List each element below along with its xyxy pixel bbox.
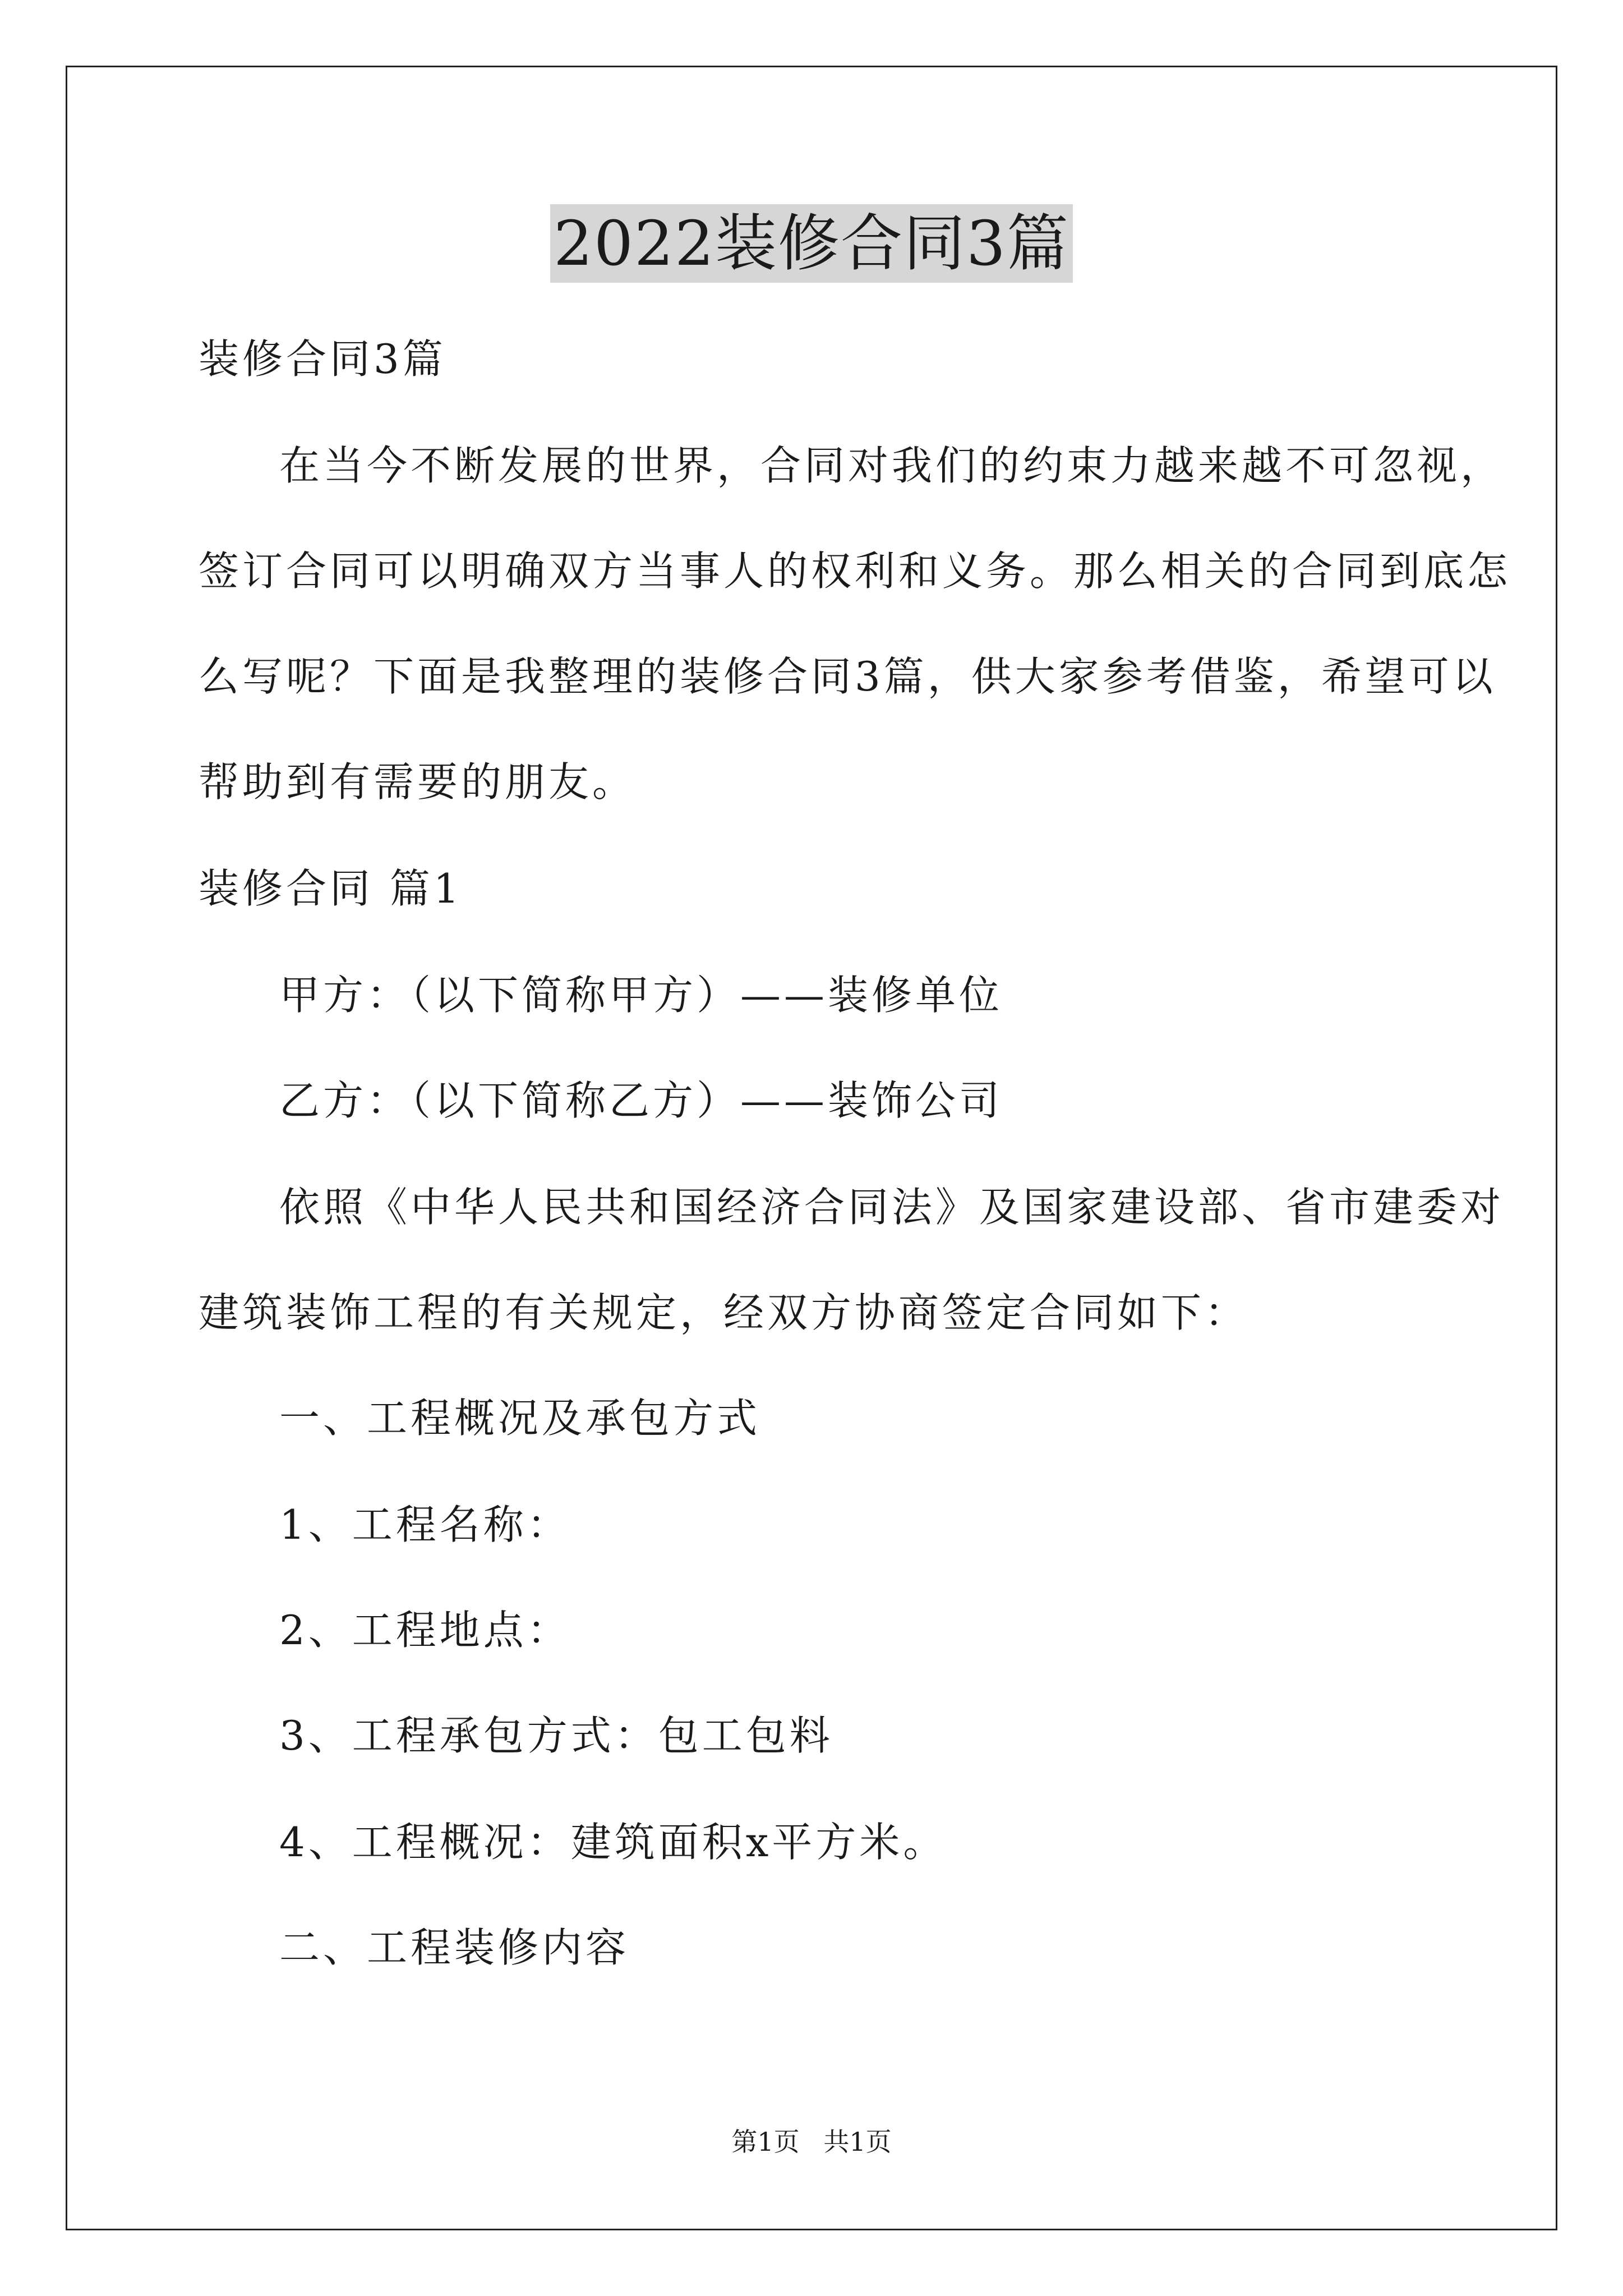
intro-line-2: 签订合同可以明确双方当事人的权利和义务。那么相关的合同到底怎 xyxy=(199,547,1511,595)
page-total: 共1页 xyxy=(823,2127,892,2157)
clause-2-title: 二、工程装修内容 xyxy=(279,1924,630,1971)
clause-item-3: 3、工程承包方式：包工包料 xyxy=(279,1712,833,1759)
title-container xyxy=(0,204,1623,283)
intro-line-3: 么写呢？下面是我整理的装修合同3篇，供大家参考借鉴，希望可以 xyxy=(199,653,1496,700)
clause-1-title: 一、工程概况及承包方式 xyxy=(279,1395,761,1442)
party-b: 乙方：（以下简称乙方）——装饰公司 xyxy=(279,1077,1003,1124)
section-title: 装修合同 篇1 xyxy=(199,865,463,912)
basis-line-1: 依照《中华人民共和国经济合同法》及国家建设部、省市建委对 xyxy=(279,1184,1505,1231)
clause-item-1: 1、工程名称： xyxy=(279,1501,571,1548)
basis-line-2: 建筑装饰工程的有关规定，经双方协商签定合同如下： xyxy=(199,1289,1249,1336)
heading: 装修合同3篇 xyxy=(199,335,446,383)
intro-line-1: 在当今不断发展的世界，合同对我们的约束力越来越不可忽视， xyxy=(279,442,1505,489)
document-title: 2022装修合同3篇 xyxy=(550,204,1073,283)
page-border xyxy=(66,66,1557,2230)
page-footer xyxy=(0,2125,1623,2159)
intro-line-4: 帮助到有需要的朋友。 xyxy=(199,758,637,806)
clause-item-4: 4、工程概况：建筑面积x平方米。 xyxy=(279,1819,947,1866)
clause-item-2: 2、工程地点： xyxy=(279,1607,571,1654)
page-number: 第1页 xyxy=(731,2127,800,2157)
party-a: 甲方：（以下简称甲方）——装修单位 xyxy=(279,972,1003,1019)
